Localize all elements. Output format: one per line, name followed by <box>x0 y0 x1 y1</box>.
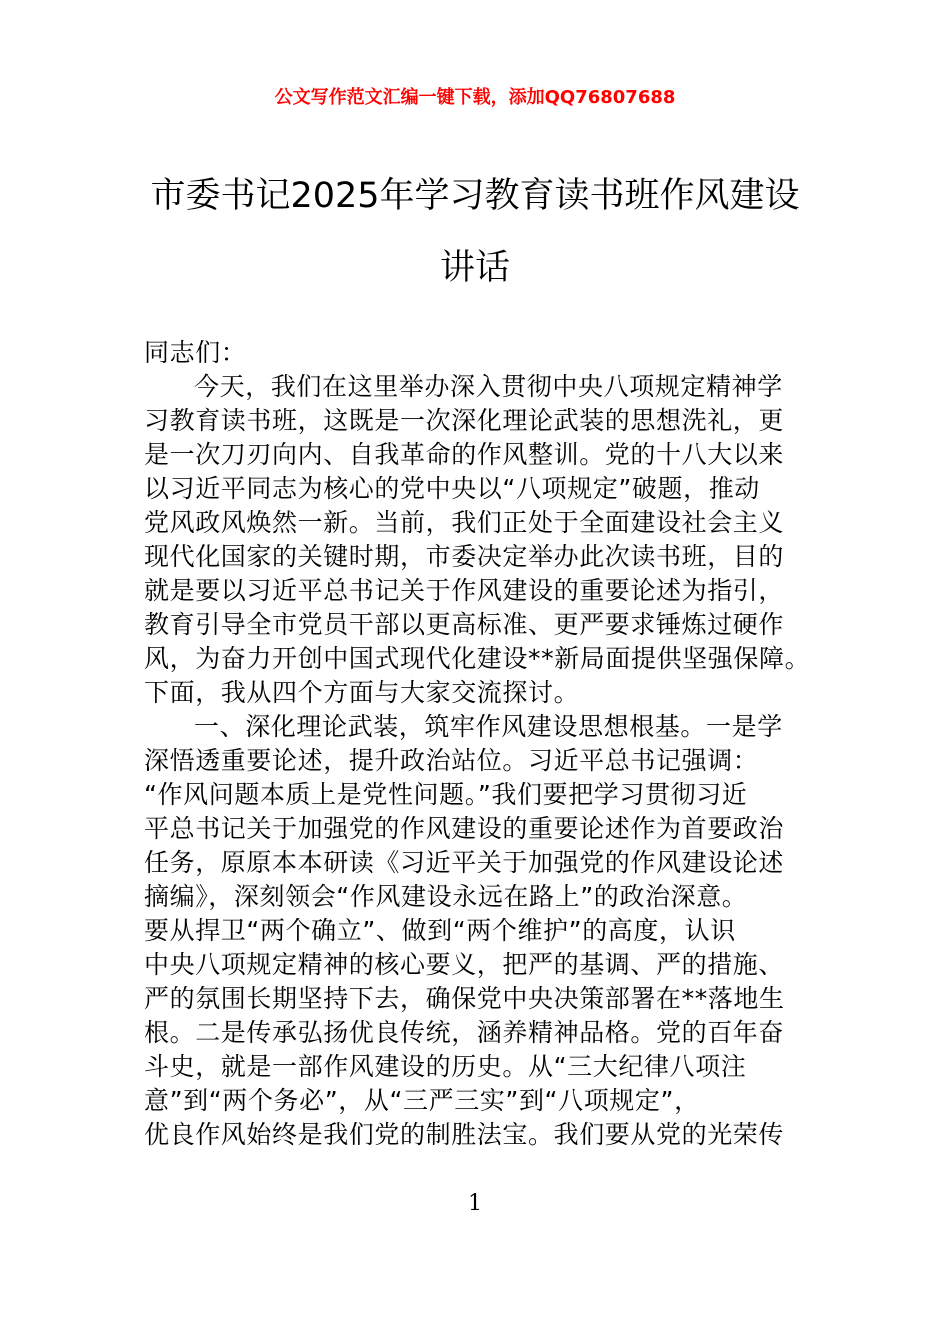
paragraph-line: 优良作风始终是我们党的制胜法宝。我们要从党的光荣传 <box>144 1120 785 1149</box>
paragraph-line: 中央八项规定精神的核心要义，把严的基调、严的措施、 <box>144 950 785 979</box>
paragraph-line: 教育引导全市党员干部以更高标准、更严要求锤炼过硬作 <box>144 610 785 639</box>
paragraph-line: 摘编》，深刻领会“作风建设永远在路上”的政治深意。 <box>144 882 748 911</box>
paragraph-line: 深悟透重要论述，提升政治站位。习近平总书记强调： <box>144 746 759 775</box>
paragraph-line: 风，为奋力开创中国式现代化建设**新局面提供坚强保障。 <box>144 644 811 673</box>
paragraph-line: 严的氛围长期坚持下去，确保党中央决策部署在**落地生 <box>144 984 785 1013</box>
paragraph-line: “作风问题本质上是党性问题。”我们要把学习贯彻习近 <box>144 780 748 809</box>
paragraph-line: 下面，我从四个方面与大家交流探讨。 <box>144 678 580 707</box>
paragraph-line: 现代化国家的关键时期，市委决定举办此次读书班，目的 <box>144 542 785 571</box>
title-line-2: 讲话 <box>439 248 510 288</box>
paragraph-line: 意”到“两个务必”，从“三严三实”到“八项规定”， <box>144 1086 700 1115</box>
download-notice: 公文写作范文汇编一键下载，添加QQ76807688 <box>274 87 676 108</box>
salutation: 同志们： <box>144 338 247 367</box>
paragraph-line: 一、深化理论武装，筑牢作风建设思想根基。一是学 <box>194 712 783 741</box>
paragraph-line: 习教育读书班，这既是一次深化理论武装的思想洗礼，更 <box>144 406 785 435</box>
paragraph-line: 斗史，就是一部作风建设的历史。从“三大纪律八项注 <box>144 1052 747 1081</box>
page-number: 1 <box>468 1191 482 1216</box>
paragraph-line: 就是要以习近平总书记关于作风建设的重要论述为指引， <box>144 576 785 605</box>
paragraph-line: 今天，我们在这里举办深入贯彻中央八项规定精神学 <box>194 372 783 401</box>
document-title <box>120 168 830 296</box>
paragraph-line: 要从捍卫“两个确立”、做到“两个维护”的高度，认识 <box>144 916 736 945</box>
paragraph-line: 根。二是传承弘扬优良传统，涵养精神品格。党的百年奋 <box>144 1018 785 1047</box>
paragraph-line: 党风政风焕然一新。当前，我们正处于全面建设社会主义 <box>144 508 785 537</box>
body-text <box>144 336 810 1152</box>
title-line-1: 市委书记2025年学习教育读书班作风建设 <box>150 176 800 216</box>
paragraph-line: 以习近平同志为核心的党中央以“八项规定”破题，推动 <box>144 474 760 503</box>
paragraph-line: 平总书记关于加强党的作风建设的重要论述作为首要政治 <box>144 814 785 843</box>
paragraph-line: 是一次刀刃向内、自我革命的作风整训。党的十八大以来 <box>144 440 785 469</box>
paragraph-line: 任务，原原本本研读《习近平关于加强党的作风建设论述 <box>144 848 785 877</box>
